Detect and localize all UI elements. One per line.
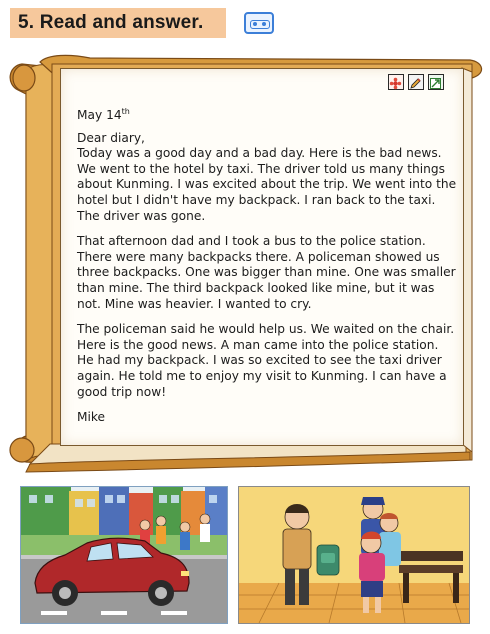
entry-paragraph: The policeman said he would help us. We waited on the chair. Here is the good news. A man came into the police station. He had my backpack. I was so excited to see the taxi driver again. He told me to enjoy my visit to Kunming. I can have a good trip now! xyxy=(77,322,455,399)
flower-stamp-icon[interactable] xyxy=(388,74,404,90)
entry-greeting: Dear diary, xyxy=(77,130,145,145)
cassette-tape-icon[interactable] xyxy=(244,12,274,34)
entry-paragraph: That afternoon dad and I took a bus to the police station. There were many backpacks there. A policeman showed us three backpacks. One was bigger than mine. One was smaller than mine. The third backpack looked like mine, but it was not. Mine was heavier. I wanted to cry. xyxy=(77,234,456,311)
zoom-icon[interactable] xyxy=(428,74,444,90)
entry-paragraph: Today was a good day and a bad day. Here is the bad news. We went to the hotel by taxi. The driver told us many things about Kunming. I was excited about the trip. We went into the hotel but I didn't have my backpack. I ran back to the taxi. The driver was gone. xyxy=(77,146,457,223)
diary-entry xyxy=(77,104,457,436)
entry-date: May 14th xyxy=(77,107,130,123)
entry-signature: Mike xyxy=(77,410,106,425)
street-scene-taxi-illustration xyxy=(20,486,228,624)
pencil-icon[interactable] xyxy=(408,74,424,90)
section-title: 5. Read and answer. xyxy=(18,12,204,33)
police-station-backpack-illustration xyxy=(238,486,470,624)
